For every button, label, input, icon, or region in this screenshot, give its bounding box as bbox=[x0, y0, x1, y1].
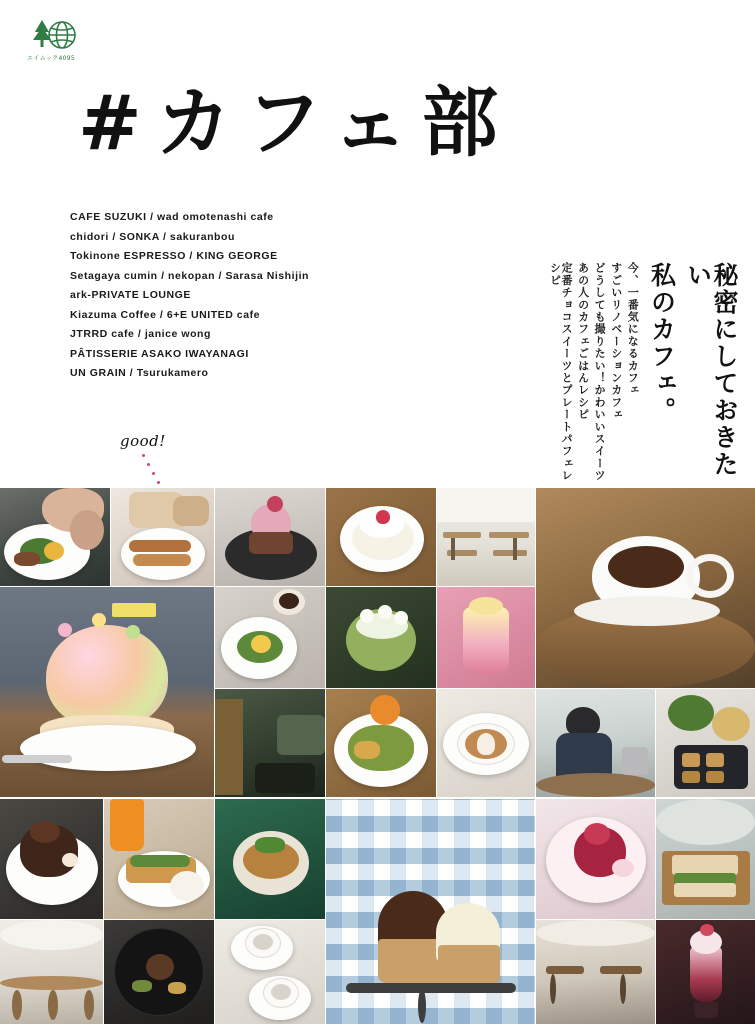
good-annotation-dots bbox=[140, 452, 170, 490]
publisher-logo-caption: エイムック4095 bbox=[27, 55, 75, 62]
list-item: CAFE SUZUKI / wad omotenashi cafe bbox=[70, 211, 274, 223]
subline-3: どうしても撮りたい！かわいいスイーツ bbox=[593, 262, 607, 482]
photo-two-espresso-cups bbox=[215, 920, 325, 1024]
photo-sausage-bread-board bbox=[111, 488, 214, 586]
photo-snacks-tray-bowl bbox=[656, 689, 755, 797]
photo-sandwich-orange-juice bbox=[104, 799, 214, 919]
list-item: ark-PRIVATE LOUNGE bbox=[70, 289, 191, 301]
subline-1: 今、一番気になるカフェ bbox=[626, 262, 640, 397]
list-item: UN GRAIN / Tsurukamero bbox=[70, 367, 209, 379]
cover-title: #カフェ部 bbox=[78, 78, 512, 167]
photo-berry-dessert-pink-plate bbox=[536, 799, 655, 919]
photo-egg-salad-plate bbox=[215, 587, 325, 688]
photo-cafe-counter-seats bbox=[0, 920, 103, 1024]
photo-parfait-glass bbox=[656, 920, 755, 1024]
list-item: chidori / SONKA / sakuranbou bbox=[70, 230, 235, 243]
publisher-logo bbox=[22, 18, 84, 66]
photo-pancake-cream-strawberry bbox=[326, 488, 436, 586]
subline-2: すごいリノベーションカフェ bbox=[609, 262, 623, 421]
list-item: Tokinone ESPRESSO / KING GEORGE bbox=[70, 250, 278, 262]
photo-chocolate-cake-slice bbox=[0, 799, 103, 919]
headline-line-1: 秘密にしておきたい bbox=[683, 262, 739, 478]
list-item: Kiazuma Coffee / 6+E UNITED cafe bbox=[70, 308, 261, 321]
photo-pink-dessert-dark-plate bbox=[215, 488, 325, 586]
photo-fruit-drink-jar bbox=[437, 587, 535, 688]
subline-5: 定番チョコスイーツとプレートパフェレシピ bbox=[548, 262, 574, 482]
photo-melon-green-dessert bbox=[326, 587, 436, 688]
photo-black-plate-artistic bbox=[104, 920, 214, 1024]
photo-espresso-white-cup-wood bbox=[536, 488, 755, 688]
photo-cafe-banquette bbox=[215, 689, 325, 797]
photo-mosaic bbox=[0, 488, 755, 1024]
headline-line-2: 私のカフェ。 bbox=[647, 262, 677, 424]
photo-club-sandwich-board bbox=[656, 799, 755, 919]
list-item: Setagaya cumin / nekopan / Sarasa Nishijin bbox=[70, 269, 310, 282]
photo-noodle-bowl-green bbox=[215, 799, 325, 919]
photo-rainbow-mochi-tower bbox=[0, 587, 214, 797]
photo-latte-art-cup bbox=[437, 689, 535, 797]
tree-globe-icon bbox=[22, 18, 80, 52]
photo-cafe-interior-tables bbox=[437, 488, 535, 586]
list-item: JTRRD cafe / janice wong bbox=[70, 328, 211, 340]
good-annotation: good! bbox=[120, 432, 166, 450]
subline-4: あの人のカフェごはんレシピ bbox=[576, 262, 590, 421]
vertical-headline-block bbox=[544, 262, 737, 492]
list-item: PÂTISSERIE ASAKO IWAYANAGI bbox=[70, 347, 249, 360]
photo-cupcakes-checkered bbox=[326, 799, 535, 1024]
cafe-name-list bbox=[70, 208, 400, 384]
photo-cafe-interior-dark bbox=[536, 920, 655, 1024]
photo-brunch-plate-fork bbox=[0, 488, 110, 586]
photo-barista-working bbox=[536, 689, 655, 797]
photo-avocado-toast-orange bbox=[326, 689, 436, 797]
